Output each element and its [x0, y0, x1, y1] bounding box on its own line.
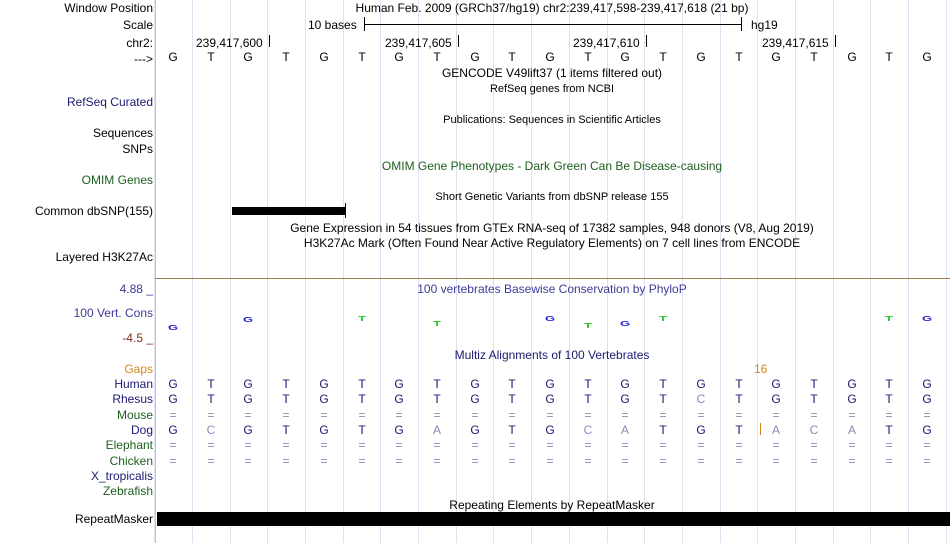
alignment-base: =: [244, 454, 252, 468]
alignment-base: G: [243, 377, 253, 391]
alignment-base: =: [471, 438, 479, 452]
alignment-base: G: [319, 377, 329, 391]
h3k27ac-baseline: [155, 278, 950, 279]
alignment-base: T: [810, 377, 818, 391]
alignment-base: =: [848, 454, 856, 468]
dbsnp-variant-tick: [345, 203, 346, 218]
gencode-track-title: GENCODE V49lift37 (1 items filtered out): [441, 66, 663, 80]
coord-label-1: 239,417,600: [196, 36, 263, 50]
base-gridline: [946, 0, 947, 543]
alignment-base: =: [169, 454, 177, 468]
alignment-base: G: [243, 423, 253, 437]
alignment-base: =: [621, 408, 629, 422]
alignment-base: =: [735, 438, 743, 452]
alignment-base: =: [320, 438, 328, 452]
alignment-base: T: [433, 392, 441, 406]
alignment-base: =: [772, 438, 780, 452]
species-label-elephant[interactable]: Elephant: [105, 438, 153, 452]
phylop-base-mark: G: [921, 314, 933, 323]
refseq-track-title: RefSeq genes from NCBI: [489, 83, 615, 95]
alignment-base: G: [545, 392, 555, 406]
alignment-base: =: [395, 408, 403, 422]
alignment-base: T: [282, 392, 290, 406]
alignment-base: T: [508, 423, 516, 437]
alignment-base: =: [923, 408, 931, 422]
alignment-base: =: [282, 438, 290, 452]
base-gridline: [908, 0, 909, 543]
sequence-base: T: [282, 50, 290, 64]
phylop-base-mark: G: [619, 319, 631, 328]
alignment-base: T: [885, 392, 893, 406]
coord-tick-1: [269, 35, 270, 47]
sequence-base: G: [771, 50, 781, 64]
sequence-base: G: [243, 50, 253, 64]
alignment-base: =: [244, 438, 252, 452]
alignment-base: G: [394, 423, 404, 437]
alignment-base: T: [433, 377, 441, 391]
alignment-base: T: [282, 423, 290, 437]
alignment-base: =: [659, 438, 667, 452]
coord-label-4: 239,417,615: [762, 36, 829, 50]
phylop-base-mark: G: [544, 314, 556, 323]
alignment-base: G: [470, 392, 480, 406]
alignment-base: T: [508, 377, 516, 391]
alignment-base: =: [772, 408, 780, 422]
base-gridline: [267, 0, 268, 543]
scale-text: 10 bases: [308, 18, 357, 32]
base-gridline: [418, 0, 419, 543]
alignment-base: =: [697, 438, 705, 452]
alignment-base: =: [207, 408, 215, 422]
sequence-base: G: [319, 50, 329, 64]
dog-insertion-marker: [760, 423, 761, 435]
alignment-base: T: [735, 423, 743, 437]
gaps-label: Gaps: [124, 362, 153, 376]
alignment-base: G: [847, 377, 857, 391]
alignment-base: G: [922, 377, 932, 391]
alignment-base: =: [621, 438, 629, 452]
alignment-base: T: [885, 423, 893, 437]
alignment-base: G: [620, 377, 630, 391]
phylop-base-mark: T: [659, 314, 667, 323]
alignment-base: G: [470, 423, 480, 437]
alignment-base: =: [885, 408, 893, 422]
sequence-base: T: [810, 50, 818, 64]
alignment-base: =: [471, 408, 479, 422]
scale-label: Scale: [122, 18, 153, 32]
sequence-base: G: [545, 50, 555, 64]
base-gridline: [720, 0, 721, 543]
phylop-min-label: -4.5 _: [122, 331, 153, 345]
alignment-base: =: [358, 438, 366, 452]
alignment-base: =: [659, 408, 667, 422]
alignment-base: =: [848, 438, 856, 452]
alignment-base: =: [697, 454, 705, 468]
alignment-base: =: [395, 454, 403, 468]
alignment-base: =: [546, 438, 554, 452]
alignment-base: =: [433, 408, 441, 422]
alignment-base: G: [922, 392, 932, 406]
gtex-track-title: Gene Expression in 54 tissues from GTEx RNA-seq of 17382 samples, 948 donors (V8, Aug 2019): [290, 221, 814, 235]
h3k27ac-track-title: H3K27Ac Mark (Often Found Near Active Regulatory Elements) on 7 cell lines from ENCODE: [303, 236, 801, 250]
alignment-base: T: [282, 377, 290, 391]
h3k27ac-track-label[interactable]: Layered H3K27Ac: [55, 250, 153, 264]
alignment-base: =: [508, 438, 516, 452]
alignment-base: G: [470, 377, 480, 391]
alignment-base: =: [282, 408, 290, 422]
base-gridline: [644, 0, 645, 543]
alignment-base: T: [659, 377, 667, 391]
alignment-base: =: [810, 408, 818, 422]
alignment-base: G: [847, 392, 857, 406]
alignment-base: =: [621, 454, 629, 468]
sequence-base: T: [508, 50, 516, 64]
sequence-base: G: [922, 50, 932, 64]
alignment-base: T: [735, 377, 743, 391]
base-gridline: [870, 0, 871, 543]
alignment-base: T: [659, 423, 667, 437]
sequences-track-label[interactable]: Sequences: [92, 126, 153, 140]
repeatmasker-track-title: Repeating Elements by RepeatMasker: [449, 498, 655, 512]
alignment-base: =: [885, 438, 893, 452]
chrom-label: chr2:: [126, 36, 153, 50]
alignment-base: =: [923, 438, 931, 452]
alignment-base: G: [243, 392, 253, 406]
alignment-base: G: [168, 423, 178, 437]
alignment-base: T: [885, 377, 893, 391]
base-gridline: [757, 0, 758, 543]
snps-track-label[interactable]: SNPs: [122, 142, 153, 156]
publications-track-title: Publications: Sequences in Scientific Articles: [443, 114, 661, 126]
phylop-base-mark: T: [885, 314, 893, 323]
species-label-rhesus[interactable]: Rhesus: [112, 392, 153, 406]
alignment-base: G: [319, 423, 329, 437]
sequence-base: G: [470, 50, 480, 64]
omim-track-title: OMIM Gene Phenotypes - Dark Green Can Be Disease-causing: [381, 159, 723, 173]
scale-bar-right-tick: [741, 17, 742, 31]
alignment-base: =: [810, 454, 818, 468]
sequence-base: G: [168, 50, 178, 64]
repeatmasker-track-label[interactable]: RepeatMasker: [74, 512, 153, 526]
phylop-max-label: 4.88 _: [119, 282, 153, 296]
sequence-base: T: [207, 50, 215, 64]
sequence-base: G: [394, 50, 404, 64]
alignment-base: T: [207, 392, 215, 406]
alignment-base: G: [168, 377, 178, 391]
alignment-base: G: [771, 392, 781, 406]
base-gridline: [343, 0, 344, 543]
sequence-base: T: [433, 50, 441, 64]
sequence-base: T: [358, 50, 366, 64]
base-gridline: [192, 0, 193, 543]
sequence-base: T: [885, 50, 893, 64]
coord-tick-3: [646, 35, 647, 47]
alignment-base: A: [771, 423, 780, 437]
scale-bar-left-tick: [364, 17, 365, 31]
alignment-base: G: [319, 392, 329, 406]
alignment-base: =: [584, 454, 592, 468]
sequence-base: G: [696, 50, 706, 64]
alignment-base: =: [244, 408, 252, 422]
alignment-base: G: [771, 377, 781, 391]
base-gridline: [380, 0, 381, 543]
alignment-base: =: [546, 454, 554, 468]
dbsnp-variant-bar[interactable]: [232, 207, 346, 215]
alignment-base: =: [584, 438, 592, 452]
alignment-base: =: [433, 454, 441, 468]
alignment-base: =: [848, 408, 856, 422]
alignment-base: =: [169, 438, 177, 452]
sequence-base: G: [620, 50, 630, 64]
phylop-base-mark: G: [167, 323, 179, 332]
species-label-dog[interactable]: Dog: [130, 423, 153, 437]
alignment-base: =: [358, 408, 366, 422]
alignment-base: C: [583, 423, 593, 437]
alignment-base: T: [508, 392, 516, 406]
alignment-base: G: [696, 423, 706, 437]
alignment-base: T: [358, 423, 366, 437]
omim-track-label[interactable]: OMIM Genes: [81, 173, 153, 187]
base-gridline: [795, 0, 796, 543]
scale-bar: [364, 24, 742, 25]
alignment-base: =: [207, 454, 215, 468]
base-gridline: [154, 0, 155, 543]
alignment-base: T: [584, 377, 592, 391]
alignment-base: G: [696, 377, 706, 391]
base-gridline: [230, 0, 231, 543]
alignment-base: =: [207, 438, 215, 452]
alignment-base: =: [320, 454, 328, 468]
base-gridline: [833, 0, 834, 543]
alignment-base: =: [433, 438, 441, 452]
dbsnp-track-label[interactable]: Common dbSNP(155): [34, 204, 153, 218]
sequence-base: T: [659, 50, 667, 64]
phylop-base-mark: T: [433, 319, 441, 328]
repeatmasker-element-bar[interactable]: [157, 512, 950, 526]
alignment-base: =: [508, 454, 516, 468]
base-gridline: [456, 0, 457, 543]
alignment-base: =: [659, 454, 667, 468]
assembly-label: hg19: [751, 18, 778, 32]
alignment-base: A: [847, 423, 856, 437]
alignment-base: A: [620, 423, 629, 437]
alignment-base: C: [696, 392, 706, 406]
coord-tick-4: [835, 35, 836, 47]
species-label-zebrafish[interactable]: Zebrafish: [102, 484, 153, 498]
alignment-base: =: [584, 408, 592, 422]
label-column-divider: [155, 0, 156, 543]
alignment-base: G: [545, 423, 555, 437]
alignment-base: =: [735, 408, 743, 422]
coord-tick-2: [458, 35, 459, 47]
refseq-track-label[interactable]: RefSeq Curated: [66, 95, 153, 109]
alignment-base: =: [471, 454, 479, 468]
multiz-track-title: Multiz Alignments of 100 Vertebrates: [454, 348, 650, 362]
phylop-base-mark: T: [584, 321, 592, 330]
alignment-base: C: [206, 423, 216, 437]
alignment-base: T: [659, 392, 667, 406]
alignment-base: =: [810, 438, 818, 452]
window-position-text: Human Feb. 2009 (GRCh37/hg19) chr2:239,417,598-239,417,618 (21 bp): [355, 1, 749, 15]
alignment-base: T: [810, 392, 818, 406]
alignment-base: =: [546, 408, 554, 422]
phylop-base-mark: T: [358, 314, 366, 323]
alignment-base: C: [809, 423, 819, 437]
alignment-base: =: [697, 408, 705, 422]
alignment-base: T: [358, 377, 366, 391]
phylop-base-mark: G: [242, 315, 254, 324]
species-label-chicken[interactable]: Chicken: [109, 454, 153, 468]
alignment-base: =: [735, 454, 743, 468]
species-label-mouse[interactable]: Mouse: [116, 408, 153, 422]
alignment-base: G: [394, 392, 404, 406]
coord-label-3: 239,417,610: [573, 36, 640, 50]
alignment-base: A: [432, 423, 441, 437]
alignment-base: T: [358, 392, 366, 406]
gaps-count: 16: [754, 362, 768, 376]
alignment-base: G: [620, 392, 630, 406]
species-label-x_tropicalis[interactable]: X_tropicalis: [90, 469, 153, 483]
alignment-base: =: [508, 408, 516, 422]
alignment-base: =: [923, 454, 931, 468]
alignment-base: T: [584, 392, 592, 406]
alignment-base: =: [282, 454, 290, 468]
alignment-base: G: [545, 377, 555, 391]
alignment-base: =: [772, 454, 780, 468]
alignment-base: =: [320, 408, 328, 422]
sequence-base: T: [735, 50, 743, 64]
species-label-human[interactable]: Human: [114, 377, 153, 391]
alignment-base: T: [207, 377, 215, 391]
phylop-track-title: 100 vertebrates Basewise Conservation by PhyloP: [417, 282, 687, 296]
alignment-base: T: [735, 392, 743, 406]
alignment-base: =: [169, 408, 177, 422]
coord-label-2: 239,417,605: [385, 36, 452, 50]
phylop-track-label[interactable]: 100 Vert. Cons: [73, 306, 153, 320]
base-gridline: [682, 0, 683, 543]
alignment-base: =: [395, 438, 403, 452]
sequence-base: G: [847, 50, 857, 64]
alignment-base: G: [394, 377, 404, 391]
alignment-base: G: [168, 392, 178, 406]
alignment-base: =: [358, 454, 366, 468]
window-position-label: Window Position: [64, 1, 153, 15]
dbsnp-track-title: Short Genetic Variants from dbSNP release 155: [435, 191, 669, 203]
alignment-base: G: [922, 423, 932, 437]
strand-label: --->: [134, 52, 153, 66]
alignment-base: =: [885, 454, 893, 468]
sequence-base: T: [584, 50, 592, 64]
base-gridline: [305, 0, 306, 543]
